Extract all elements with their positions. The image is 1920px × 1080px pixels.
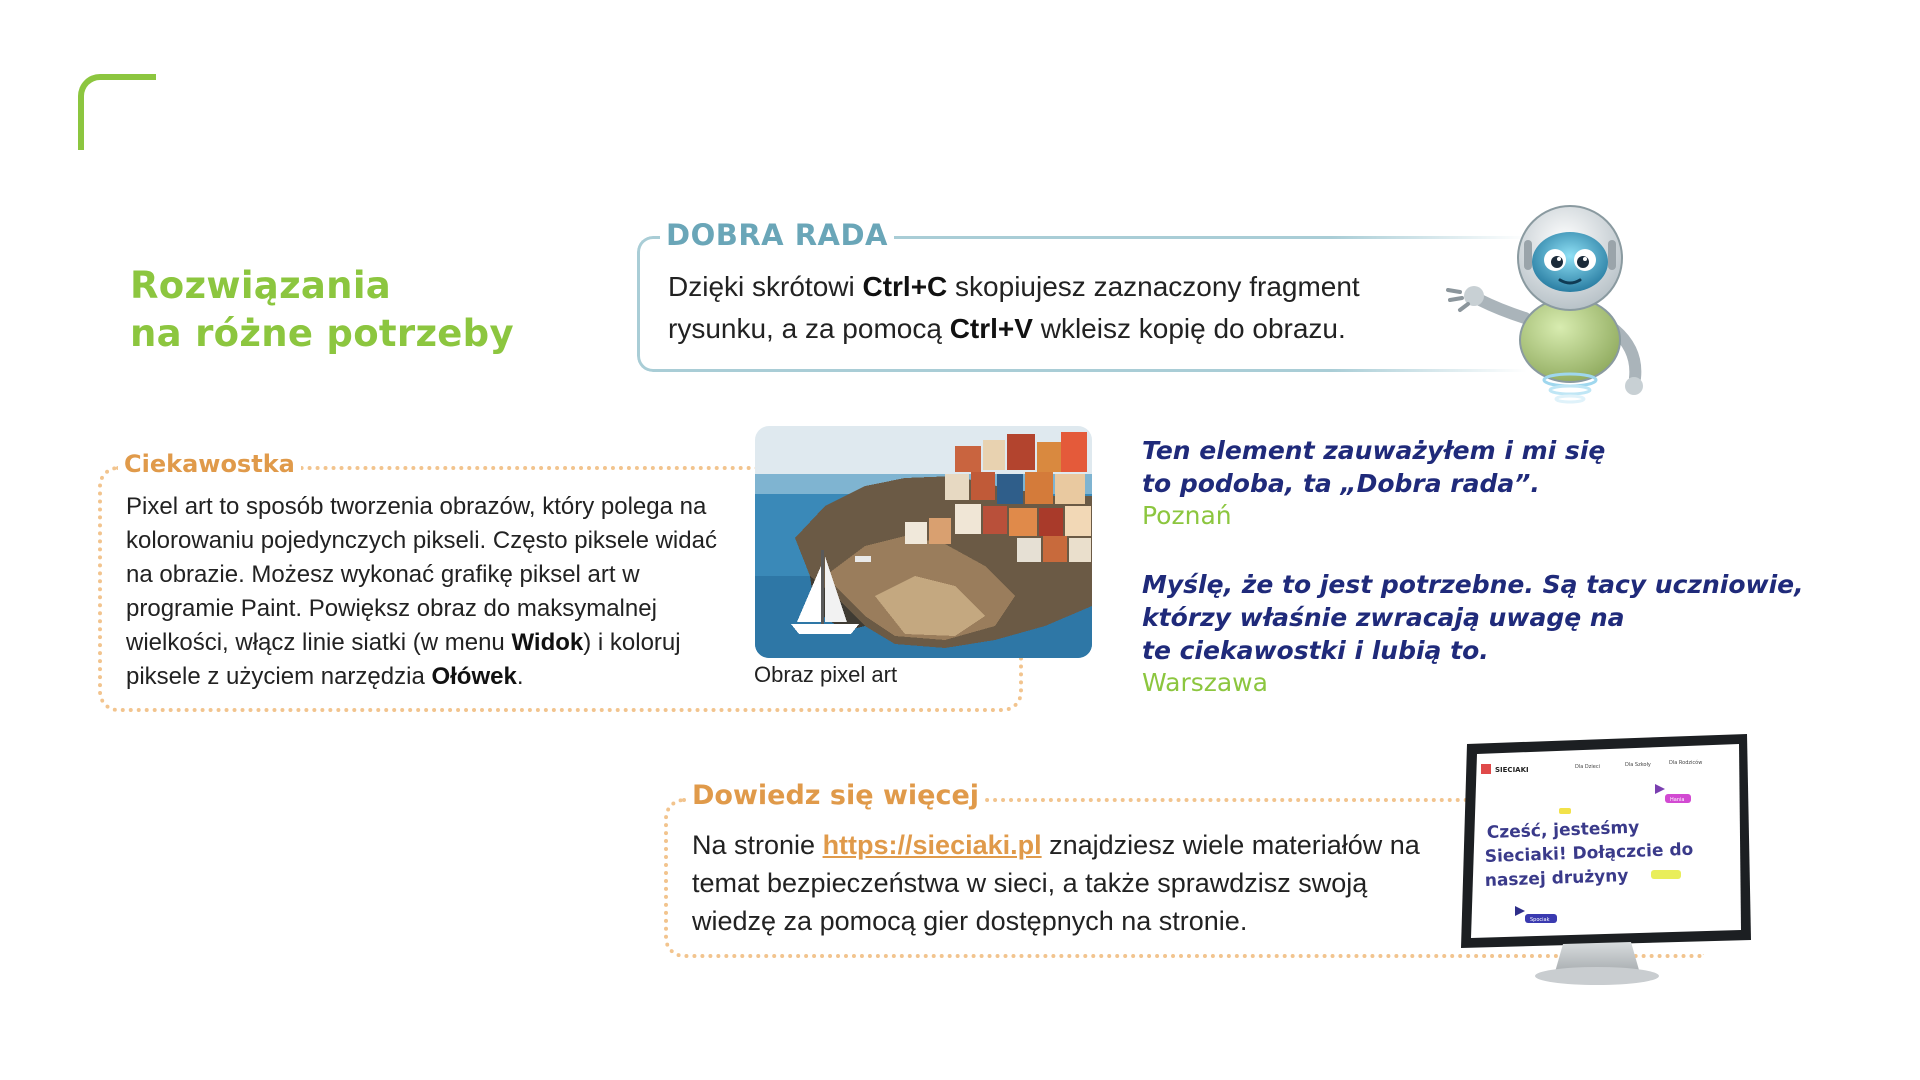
quote-line: te ciekawostki i lubią to. (1142, 636, 1489, 665)
tip-title: DOBRA RADA (660, 218, 894, 252)
quote-poznan (1142, 434, 1605, 532)
page-title-line-1: Rozwiązania (130, 264, 392, 307)
image-caption: Obraz pixel art (754, 662, 898, 687)
more-title: Dowiedz się więcej (686, 780, 985, 811)
page-title-line-2: na różne potrzeby (130, 312, 514, 355)
tool-name-olowek: Ołówek (431, 663, 517, 690)
quote-line: którzy właśnie zwracają uwagę na (1142, 603, 1625, 632)
quote-line: Myślę, że to jest potrzebne. Są tacy uczniowie, (1142, 570, 1804, 599)
fact-text-part: Pixel art to sposób tworzenia obrazów, który polega na kolorowaniu pojedynczych pikseli. Często piksele widać na obrazie. Możesz wykonać grafikę piksel art w programie Paint. Powiększ obraz do maksymalnej wielkości, włącz linie siatki (w menu (126, 493, 717, 656)
shortcut-copy: Ctrl+C (862, 271, 948, 302)
site-headline: Sieciaki! Dołączcie do (1484, 839, 1694, 867)
page-title (130, 262, 514, 358)
fact-text-part: ) i koloruj piksele z użyciem narzędzia (126, 629, 681, 690)
site-headline: Cześć, jesteśmy (1486, 817, 1640, 843)
quote-line: Ten element zauważyłem i mi się (1142, 436, 1606, 465)
site-tag-spociak: Spociak (1530, 917, 1550, 923)
site-headline: naszej drużyny (1484, 865, 1629, 891)
robot-illustration (1440, 200, 1670, 410)
corner-bracket-icon (78, 74, 156, 150)
more-text (692, 826, 1452, 940)
site-nav-item: Dla Rodziców (1669, 760, 1703, 766)
tip-text-part: wkleisz kopię do obrazu. (1032, 313, 1346, 344)
quote-warszawa (1142, 568, 1804, 699)
quote-city: Warszawa (1142, 668, 1268, 697)
fact-text (126, 490, 746, 694)
monitor-illustration (1455, 734, 1755, 996)
more-text-part: Na stronie (692, 830, 823, 860)
pixel-art-image (755, 426, 1092, 658)
quote-text (1142, 434, 1605, 500)
site-nav-item: Dla Dzieci (1575, 764, 1600, 770)
tip-text-part: Dzięki skrótowi (668, 271, 863, 302)
tip-text-part: skopiujesz zaznaczony fragment rysunku, a za pomocą (668, 271, 1360, 344)
quote-text (1142, 568, 1804, 667)
quote-city: Poznań (1142, 501, 1232, 530)
tip-text (668, 266, 1428, 350)
quote-line: to podoba, ta „Dobra rada”. (1142, 469, 1540, 498)
menu-name-widok: Widok (511, 629, 584, 656)
shortcut-paste: Ctrl+V (949, 313, 1033, 344)
site-logo: SIECIAKI (1495, 766, 1529, 774)
sieciaki-link[interactable]: https://sieciaki.pl (822, 830, 1042, 860)
more-text-part: znajdziesz wiele materiałów na temat bezpieczeństwa w sieci, a także sprawdzisz swoją wiedzę za pomocą gier dostępnych na stronie. (692, 830, 1420, 936)
site-nav-item: Dla Szkoły (1625, 762, 1651, 768)
site-tag-hania: Hania (1670, 797, 1685, 803)
fact-text-part: . (516, 663, 524, 690)
fact-title: Ciekawostka (118, 450, 301, 478)
site-logo-icon (1481, 764, 1491, 774)
